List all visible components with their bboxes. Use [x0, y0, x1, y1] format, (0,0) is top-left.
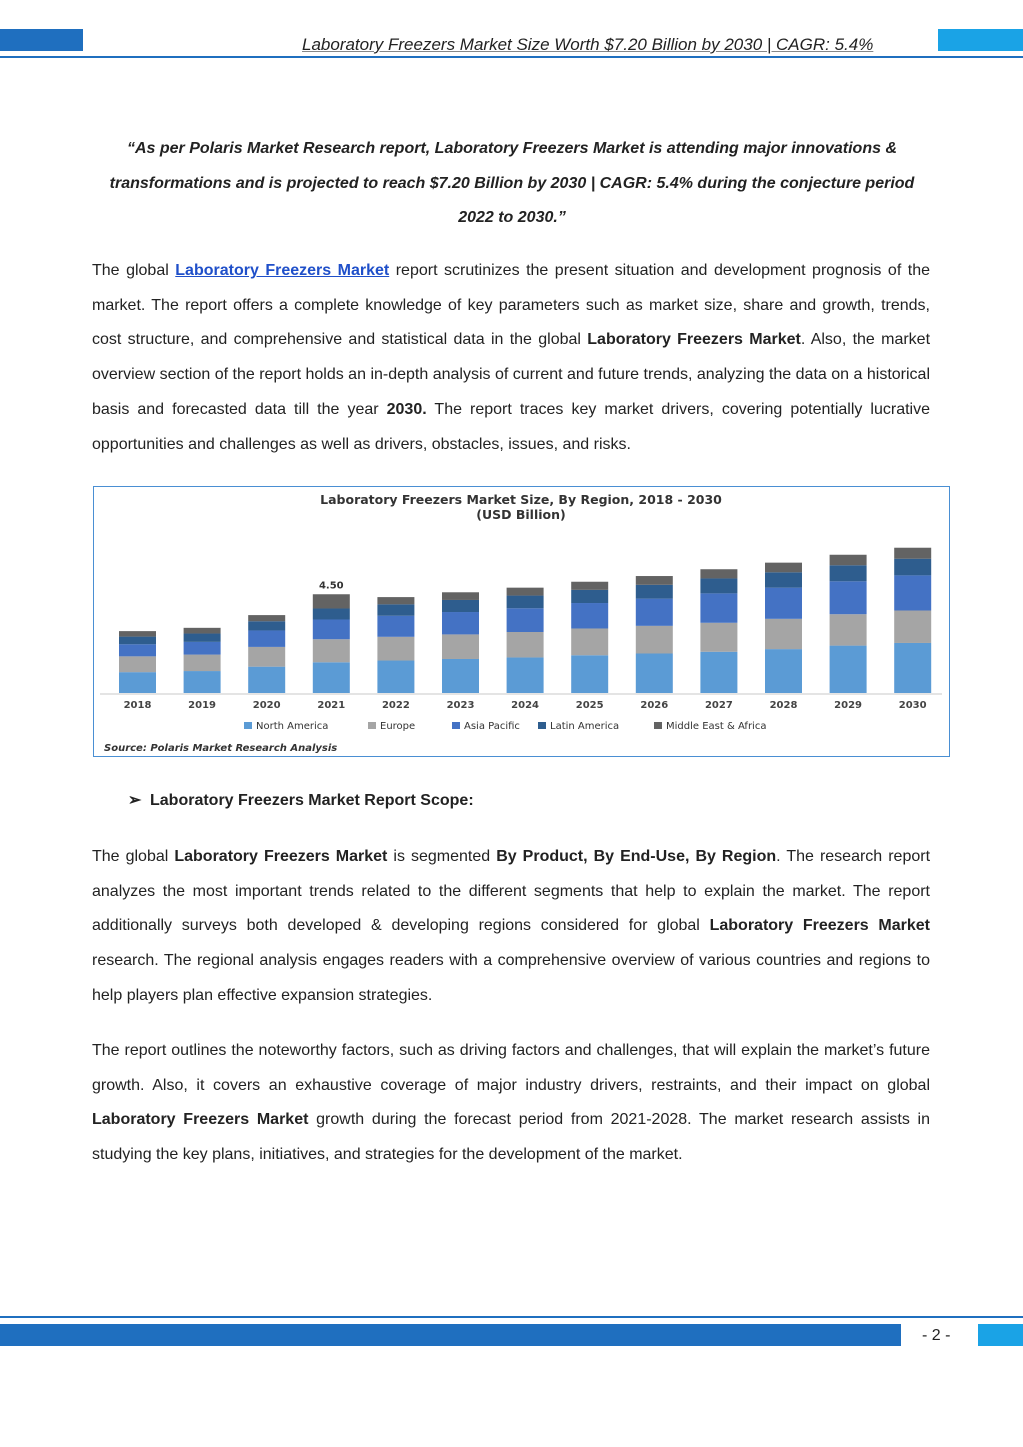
bar-segment-2029-2	[830, 581, 867, 614]
legend-swatch-2	[452, 722, 460, 729]
paragraph-overview	[92, 254, 930, 462]
legend-label-1: Europe	[380, 721, 416, 732]
footer-accent-left	[0, 1324, 901, 1346]
bar-segment-2023-3	[442, 600, 479, 612]
bar-segment-2019-4	[184, 628, 221, 634]
x-tick-2024: 2024	[511, 700, 540, 711]
quote-line-1: “As per Polaris Market Research report, Laboratory Freezers Market is attending major innovations &	[126, 140, 897, 157]
bar-segment-2019-2	[184, 642, 221, 655]
chart-source: Source: Polaris Market Research Analysis	[104, 743, 338, 754]
text: growth during the forecast period from 2021-2028. The market research assists in studying the key plans, initiatives, and strategies for the development of the market.	[92, 1111, 931, 1164]
bar-segment-2023-1	[442, 634, 479, 659]
quote-line-2: transformations and is projected to reach $7.20 Billion by 2030 | CAGR: 5.4% during the conjecture period	[109, 174, 915, 192]
bar-segment-2025-3	[571, 590, 608, 603]
bar-segment-2030-3	[894, 559, 931, 576]
bar-segment-2021-0	[313, 662, 350, 693]
bar-segment-2023-0	[442, 659, 479, 693]
bar-segment-2029-0	[830, 646, 867, 693]
bar-segment-2025-0	[571, 655, 608, 693]
legend-swatch-1	[368, 722, 376, 729]
bold-text: Laboratory Freezers Market	[174, 848, 388, 865]
footer-rule	[0, 1316, 1023, 1318]
scope-heading	[128, 790, 474, 810]
text: report scrutinizes the present situation and development prognosis of the market. The report offers a complete knowledge of key parameters such as market size, share and growth, trends, cost structure, and comprehensive and statistical data in the global	[92, 262, 930, 349]
paragraph-scope	[92, 840, 930, 1014]
quote-line-3: 2022 to 2030.”	[458, 209, 566, 226]
bar-segment-2027-0	[700, 652, 737, 693]
bar-segment-2024-0	[507, 657, 544, 693]
arrow-bullet-icon: ➢	[128, 792, 142, 809]
bar-segment-2018-1	[119, 656, 156, 672]
x-tick-2030: 2030	[898, 700, 927, 711]
bar-segment-2020-2	[248, 630, 285, 646]
bar-segment-2020-0	[248, 667, 285, 693]
footer-accent-right	[978, 1324, 1023, 1346]
x-tick-2021: 2021	[317, 700, 346, 711]
text: The global	[92, 848, 175, 865]
bar-segment-2018-0	[119, 672, 156, 693]
bar-segment-2022-0	[377, 661, 414, 693]
x-tick-2020: 2020	[252, 700, 281, 711]
bar-segment-2029-4	[830, 555, 867, 566]
paragraph-factors	[92, 1034, 930, 1173]
bar-segment-2026-4	[636, 576, 673, 585]
bar-segment-2028-0	[765, 649, 802, 693]
x-tick-2026: 2026	[640, 700, 669, 711]
market-size-chart	[93, 486, 950, 757]
market-report-link[interactable]: Laboratory Freezers Market	[175, 262, 390, 279]
bar-segment-2024-3	[507, 596, 544, 609]
bar-segment-2026-2	[636, 599, 673, 626]
bar-segment-2024-2	[507, 608, 544, 632]
bar-segment-2027-1	[700, 623, 737, 652]
bar-segment-2019-0	[184, 671, 221, 693]
header-accent-right	[938, 29, 1023, 51]
bar-segment-2018-3	[119, 637, 156, 645]
x-tick-2028: 2028	[769, 700, 798, 711]
bold-text: Laboratory Freezers Market	[92, 1111, 309, 1129]
bar-segment-2018-2	[119, 644, 156, 656]
legend-swatch-0	[244, 722, 252, 729]
x-tick-2029: 2029	[834, 700, 863, 711]
bar-segment-2026-3	[636, 585, 673, 599]
bar-segment-2021-2	[313, 619, 350, 639]
bar-segment-2030-0	[894, 643, 931, 693]
bar-segment-2022-3	[377, 604, 414, 615]
bar-segment-2030-2	[894, 575, 931, 610]
legend-swatch-3	[538, 722, 546, 729]
bar-segment-2027-2	[700, 593, 737, 622]
bar-segment-2023-4	[442, 592, 479, 600]
chart-subtitle: (USD Billion)	[476, 507, 566, 522]
bar-segment-2021-3	[313, 609, 350, 620]
text: The report outlines the noteworthy factors, such as driving factors and challenges, that will explain the market’s future growth. Also, it covers an exhaustive coverage of major industry drivers, restraints, and their impact on global	[92, 1042, 930, 1094]
bar-segment-2027-3	[700, 578, 737, 593]
bar-segment-2029-3	[830, 565, 867, 581]
bar-segment-2026-1	[636, 626, 673, 654]
bold-text: By Product, By End-Use, By Region	[496, 848, 777, 865]
bar-segment-2018-4	[119, 631, 156, 636]
text: The report traces key market drivers, covering potentially lucrative opportunities and challenges as well as drivers, obstacles, issues, and risks.	[92, 400, 930, 453]
text: research. The regional analysis engages readers with a comprehensive overview of various countries and regions to help players plan effective expansion strategies.	[92, 952, 930, 1004]
scope-heading-text: Laboratory Freezers Market Report Scope:	[150, 792, 474, 809]
bar-segment-2028-1	[765, 619, 802, 649]
bar-segment-2019-3	[184, 634, 221, 642]
legend-label-0: North America	[256, 721, 329, 732]
bar-segment-2024-4	[507, 588, 544, 596]
bar-segment-2026-0	[636, 654, 673, 694]
bar-segment-2022-4	[377, 597, 414, 604]
bar-segment-2020-4	[248, 615, 285, 621]
text: . The research report analyzes the most important trends related to the different segments that help to explain the market. The report additionally surveys both developed & developing regions considered for global	[92, 848, 931, 935]
x-tick-2019: 2019	[188, 700, 217, 711]
text: . Also, the market overview section of the report holds an in-depth analysis of current and future trends, analyzing the data on a historical basis and forecasted data till the year	[92, 331, 931, 418]
bar-segment-2022-1	[377, 637, 414, 661]
legend-label-2: Asia Pacific	[464, 721, 520, 732]
bar-segment-2023-2	[442, 612, 479, 634]
bar-segment-2028-3	[765, 572, 802, 587]
page-number: - 2 -	[922, 1327, 951, 1344]
bold-year: 2030.	[386, 400, 427, 418]
x-tick-2027: 2027	[704, 700, 733, 711]
bar-segment-2024-1	[507, 632, 544, 657]
bar-segment-2021-4	[313, 594, 350, 608]
bar-segment-2019-1	[184, 655, 221, 671]
x-tick-2018: 2018	[123, 700, 152, 711]
chart-svg	[94, 487, 948, 755]
legend-label-4: Middle East & Africa	[666, 721, 767, 732]
header-accent-left	[0, 29, 83, 51]
bar-segment-2020-3	[248, 621, 285, 630]
intro-quote	[92, 132, 932, 236]
chart-title: Laboratory Freezers Market Size, By Region, 2018 - 2030	[320, 492, 722, 507]
bar-segment-2028-2	[765, 588, 802, 619]
legend-swatch-4	[654, 722, 662, 729]
bar-segment-2027-4	[700, 569, 737, 578]
bar-segment-2022-2	[377, 616, 414, 637]
bar-segment-2025-4	[571, 582, 608, 590]
bar-segment-2028-4	[765, 563, 802, 573]
x-tick-2022: 2022	[381, 700, 410, 711]
bar-segment-2030-1	[894, 610, 931, 642]
header-rule	[0, 56, 1023, 58]
text: is segmented	[387, 848, 497, 865]
bar-segment-2030-4	[894, 548, 931, 559]
x-tick-2023: 2023	[446, 700, 475, 711]
bar-segment-2029-1	[830, 614, 867, 645]
bold-text: Laboratory Freezers Market	[709, 917, 931, 935]
bold-text: Laboratory Freezers Market	[587, 331, 801, 349]
text: The global	[92, 262, 176, 279]
header-title: Laboratory Freezers Market Size Worth $7.20 Billion by 2030 | CAGR: 5.4%	[302, 35, 874, 54]
bar-segment-2020-1	[248, 647, 285, 667]
data-label-2021: 4.50	[318, 580, 344, 592]
x-tick-2025: 2025	[575, 700, 604, 711]
bar-segment-2025-2	[571, 603, 608, 628]
bar-segment-2021-1	[313, 639, 350, 662]
legend-label-3: Latin America	[550, 721, 620, 732]
bar-segment-2025-1	[571, 628, 608, 655]
